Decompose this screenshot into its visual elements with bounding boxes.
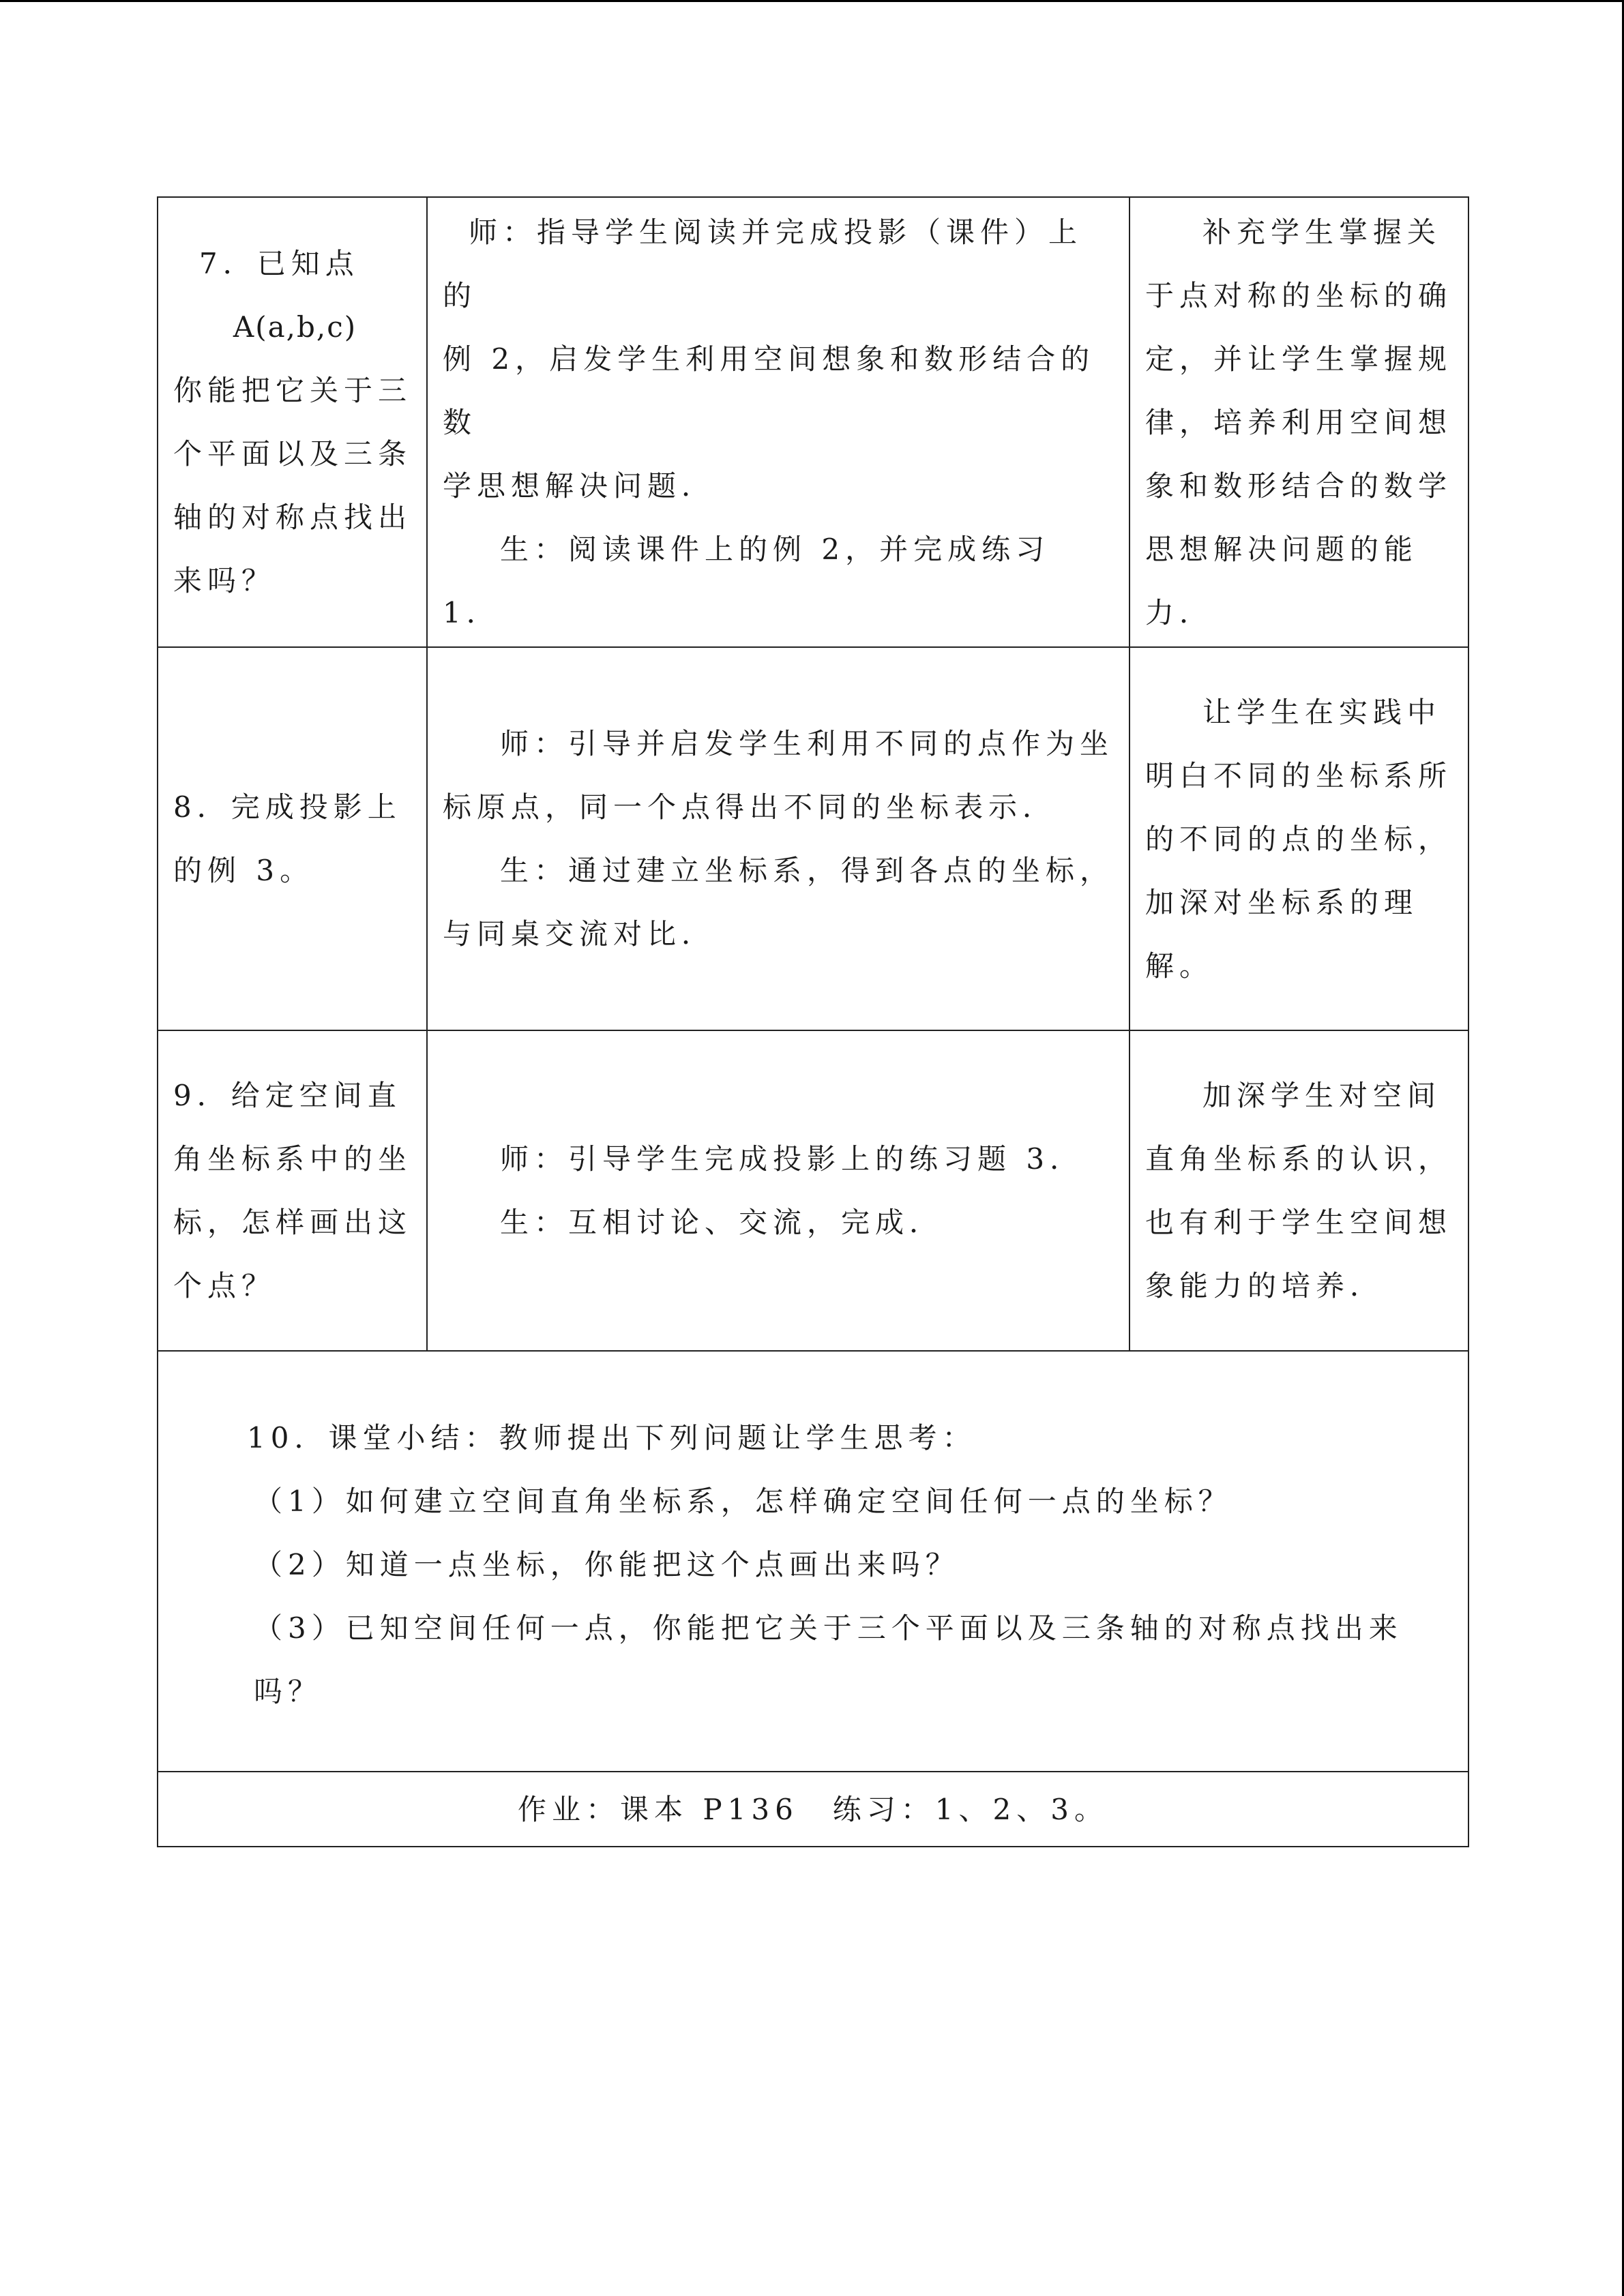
- intent-line: 的不同的点的坐标，: [1145, 822, 1453, 856]
- activity-line: 师：指导学生阅读并完成投影（课件）上: [469, 215, 1083, 249]
- intent-line: 补充学生掌握关: [1202, 215, 1442, 249]
- summary-question: （3）已知空间任何一点，你能把它关于三个平面以及三条轴的对称点找出来吗？: [254, 1611, 1403, 1708]
- page-top-border: [0, 0, 1624, 2]
- intent-line: 象能力的培养．: [1145, 1269, 1385, 1302]
- lesson-plan-table: [157, 196, 1469, 1847]
- intent-line: 也有利于学生空间想: [1145, 1206, 1453, 1239]
- summary-row: [158, 1351, 1468, 1772]
- intent-cell: [1130, 197, 1468, 647]
- intent-line: 加深对坐标系的理: [1145, 885, 1419, 919]
- activity-cell: [427, 647, 1130, 1030]
- homework-row: [158, 1772, 1468, 1847]
- question-line: 9．给定空间直: [173, 1079, 402, 1112]
- summary-heading: 10．课堂小结：教师提出下列问题让学生思考：: [247, 1421, 977, 1455]
- intent-line: 加深学生对空间: [1202, 1079, 1442, 1112]
- question-line: 个平面以及三条: [173, 437, 413, 471]
- intent-line: 让学生在实践中: [1202, 695, 1442, 729]
- question-line: 8．完成投影上: [173, 790, 402, 824]
- intent-line: 解。: [1145, 949, 1214, 983]
- table-row: [158, 647, 1468, 1030]
- question-line: 标，怎样画出这: [173, 1206, 413, 1239]
- intent-line: 思想解决问题的能: [1145, 532, 1419, 566]
- question-line: 个点？: [173, 1269, 276, 1302]
- activity-line: 标原点，同一个点得出不同的坐标表示．: [443, 790, 1057, 824]
- intent-line: 力．: [1145, 595, 1214, 629]
- question-cell: [158, 1030, 427, 1351]
- question-line: A(a,b,c): [233, 310, 357, 344]
- summary-question: （1）如何建立空间直角坐标系，怎样确定空间任何一点的坐标？: [254, 1485, 1232, 1518]
- intent-line: 明白不同的坐标系所: [1145, 758, 1453, 792]
- homework-cell: 作业：课本 P136 练习：1、2、3。: [158, 1772, 1468, 1847]
- question-line: 轴的对称点找出: [173, 501, 413, 534]
- activity-cell: [427, 197, 1130, 647]
- question-cell: [158, 647, 427, 1030]
- activity-line: 师：引导并启发学生利用不同的点作为坐: [500, 727, 1114, 760]
- intent-line: 于点对称的坐标的确: [1145, 278, 1453, 312]
- activity-line: 师：引导学生完成投影上的练习题 3．: [500, 1142, 1084, 1176]
- summary-cell: [158, 1351, 1468, 1772]
- intent-line: 律，培养利用空间想: [1145, 405, 1453, 439]
- intent-line: 象和数形结合的数学: [1145, 468, 1453, 503]
- intent-line: 定，并让学生掌握规: [1145, 342, 1453, 376]
- intent-cell: [1130, 647, 1468, 1030]
- table-row: [158, 197, 1468, 647]
- question-line: 来吗？: [173, 564, 276, 597]
- table-row: [158, 1030, 1468, 1351]
- question-line: 的例 3。: [173, 854, 314, 887]
- intent-line: 直角坐标系的认识，: [1145, 1142, 1453, 1176]
- question-line: 你能把它关于三: [173, 374, 413, 407]
- activity-line: 的: [443, 278, 477, 312]
- activity-line: 生：阅读课件上的例 2，并完成练习 1．: [443, 532, 1050, 629]
- question-line: 角坐标系中的坐: [173, 1142, 413, 1176]
- activity-cell: [427, 1030, 1130, 1351]
- summary-question: （2）知道一点坐标，你能把这个点画出来吗？: [254, 1548, 960, 1581]
- activity-line: 例 2，启发学生利用空间想象和数形结合的数: [443, 342, 1095, 439]
- activity-line: 与同桌交流对比．: [443, 917, 716, 951]
- question-line: 7．已知点: [199, 247, 359, 280]
- activity-line: 生：通过建立坐标系，得到各点的坐标，: [500, 854, 1114, 887]
- activity-line: 学思想解决问题．: [443, 468, 716, 503]
- question-cell: [158, 197, 427, 647]
- intent-cell: [1130, 1030, 1468, 1351]
- activity-line: 生：互相讨论、交流，完成．: [500, 1206, 944, 1239]
